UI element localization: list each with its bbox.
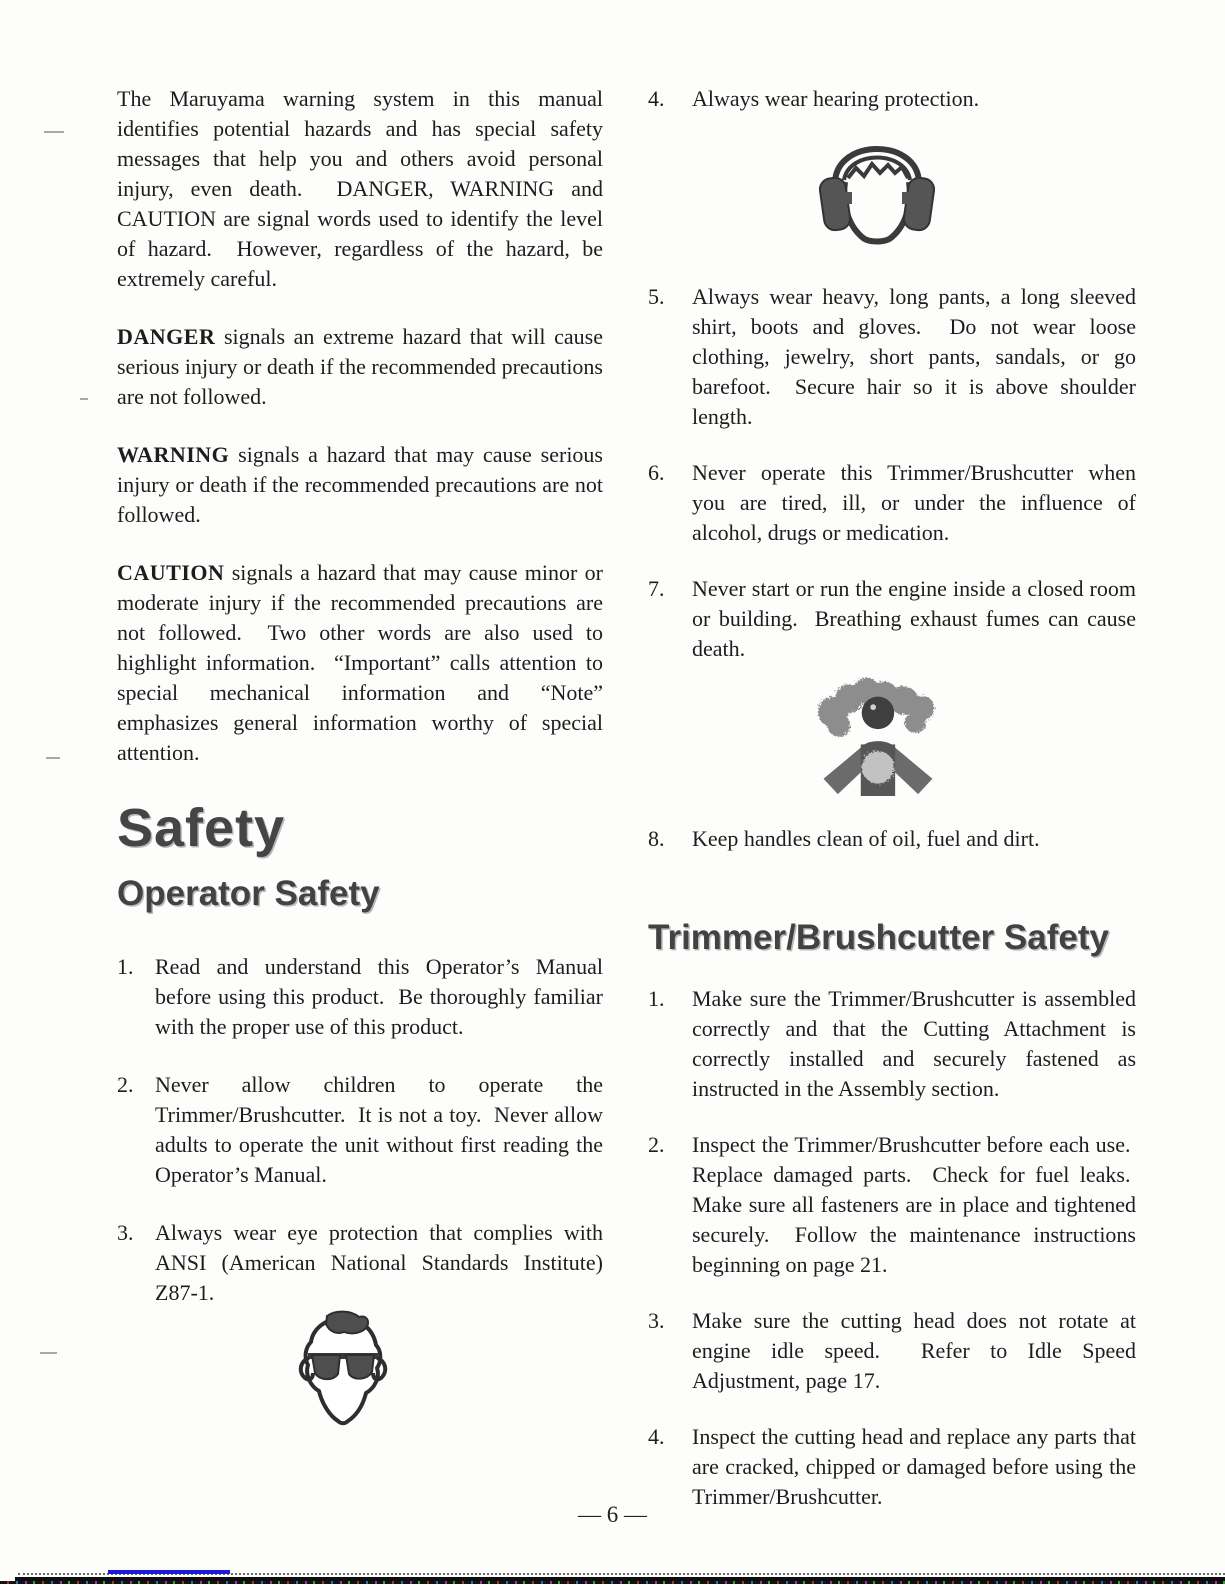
list-item-number: 1.	[648, 986, 665, 1011]
list-item-text: Make sure the cutting head does not rotate at engine idle speed. Refer to Idle Speed Adjustment, page 17.	[692, 1308, 1136, 1393]
list-item	[648, 574, 1136, 664]
warning-paragraph	[117, 440, 603, 530]
list-item-text: Make sure the Trimmer/Brushcutter is assembled correctly and that the Cutting Attachment is correctly installed and securely fastened as instructed in the Assembly section.	[692, 986, 1136, 1101]
list-item-text: Never operate this Trimmer/Brushcutter when you are tired, ill, or under the influence of alcohol, drugs or medication.	[692, 460, 1136, 545]
list-item-text: Keep handles clean of oil, fuel and dirt.	[692, 826, 1040, 851]
scan-artifact-dash	[44, 131, 64, 133]
list-item-text: Never start or run the engine inside a closed room or building. Breathing exhaust fumes can cause death.	[692, 576, 1136, 661]
list-item-text: Never allow children to operate the Trimmer/Brushcutter. It is not a toy. Never allow adults to operate the unit without first reading the Operator’s Manual.	[155, 1072, 603, 1187]
list-item	[648, 1306, 1136, 1396]
eye-protection-illustration	[293, 1310, 393, 1438]
list-item-number: 4.	[648, 1424, 665, 1449]
list-item-number: 2.	[648, 1132, 665, 1157]
danger-paragraph	[117, 322, 603, 412]
list-item	[117, 1218, 603, 1308]
intro-paragraph: The Maruyama warning system in this manual identifies potential hazards and has special safety messages that help you and others avoid personal injury, even death. DANGER, WARNING and CAUTION are signal words used to identify the level of hazard. However, regardless of the hazard, be extremely careful.	[117, 86, 603, 291]
list-item-text: Inspect the cutting head and replace any parts that are cracked, chipped or damaged before using the Trimmer/Brushcutter.	[692, 1424, 1136, 1509]
safety-glasses-icon	[293, 1310, 393, 1438]
list-item-number: 4.	[648, 86, 665, 111]
list-item-number: 8.	[648, 826, 665, 851]
list-item-text: Inspect the Trimmer/Brushcutter before each use. Replace damaged parts. Check for fuel leaks. Make sure all fasteners are in place and tightened securely. Follow the maintenance instructions beginning on page 21.	[692, 1132, 1136, 1277]
list-item	[117, 1070, 603, 1190]
scan-artifact-dash	[80, 398, 88, 400]
list-item-number: 6.	[648, 460, 665, 485]
caution-text: signals a hazard that may cause minor or moderate injury if the recommended precautions are not followed. Two other words are also used to highlight information. “Important” calls attention to special mechanical information and “Note” emphasizes general information worthy of special attention.	[117, 560, 603, 765]
danger-term: DANGER	[117, 324, 216, 349]
scan-artifact-dash	[40, 1352, 57, 1354]
list-item-text: Always wear hearing protection.	[692, 86, 980, 111]
ear-muffs-icon	[818, 122, 936, 252]
list-item-text: Read and understand this Operator’s Manual before using this product. Be thoroughly familiar with the proper use of this product.	[155, 954, 603, 1039]
page-number: — 6 —	[578, 1502, 647, 1527]
list-item-number: 3.	[648, 1308, 665, 1333]
list-item-number: 7.	[648, 576, 665, 601]
list-item-number: 3.	[117, 1220, 134, 1245]
list-item	[648, 458, 1136, 548]
list-item	[117, 952, 603, 1042]
hearing-protection-illustration	[818, 122, 936, 252]
blue-underline-artifact	[108, 1570, 230, 1574]
list-item-number: 2.	[117, 1072, 134, 1097]
section-title-safety: Safety	[117, 798, 286, 858]
scan-artifact-dash	[46, 757, 60, 759]
list-item-number: 1.	[117, 954, 134, 979]
list-item	[648, 1130, 1136, 1280]
danger-text: signals an extreme hazard that will cause serious injury or death if the recommended precautions are not followed.	[117, 324, 603, 409]
right-column	[648, 84, 1136, 1538]
list-item	[648, 282, 1136, 432]
caution-paragraph	[117, 558, 603, 768]
list-item	[648, 824, 1136, 854]
exhaust-fumes-illustration	[810, 668, 944, 796]
list-item	[648, 984, 1136, 1104]
exhaust-fumes-icon	[810, 668, 944, 796]
section-title-trimmer-safety: Trimmer/Brushcutter Safety	[648, 918, 1109, 957]
list-item	[648, 84, 1136, 114]
warning-text: signals a hazard that may cause serious injury or death if the recommended precautions are not followed.	[117, 442, 603, 527]
list-item-number: 5.	[648, 284, 665, 309]
list-item-text: Always wear heavy, long pants, a long sleeved shirt, boots and gloves. Do not wear loose clothing, jewelry, short pants, sandals, or go barefoot. Secure hair so it is above shoulder length.	[692, 284, 1136, 429]
section-title-operator-safety: Operator Safety	[117, 874, 380, 913]
list-item	[648, 1422, 1136, 1512]
warning-term: WARNING	[117, 442, 230, 467]
caution-term: CAUTION	[117, 560, 225, 585]
scan-edge-noise-line	[0, 1581, 1225, 1584]
left-column	[117, 84, 603, 1438]
list-item-text: Always wear eye protection that complies with ANSI (American National Standards Institute) Z87-1.	[155, 1220, 603, 1305]
